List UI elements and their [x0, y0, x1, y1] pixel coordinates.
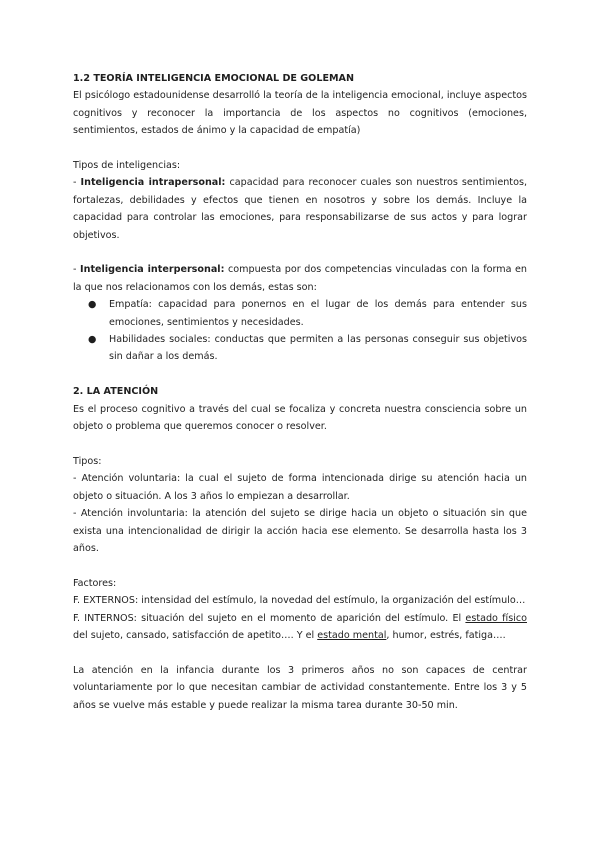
internal-factors-paragraph [73, 610, 527, 645]
internal-factors-text-1: F. INTERNOS: situación del sujeto en el momento de aparición del estímulo. El [73, 612, 466, 624]
paragraph-spacer [73, 557, 527, 574]
external-factors-paragraph: F. EXTERNOS: intensidad del estímulo, la novedad del estímulo, la organización del estímulo… [73, 595, 526, 607]
intrapersonal-paragraph [73, 174, 527, 244]
internal-factors-text-3: , humor, estrés, fatiga…. [386, 629, 506, 641]
section-heading-goleman: 1.2 TEORÍA INTELIGENCIA EMOCIONAL DE GOLEMAN [73, 73, 355, 84]
list-item [73, 296, 527, 331]
paragraph-spacer [73, 244, 527, 261]
paragraph-spacer [73, 366, 527, 383]
paragraph-spacer [73, 140, 527, 157]
interpersonal-paragraph [73, 261, 527, 296]
attention-intro-paragraph: Es el proceso cognitivo a través del cual se focaliza y concreta nuestra consciencia sobre un objeto o problema que queremos conocer o resolver. [73, 403, 527, 433]
intrapersonal-text: capacidad para reconocer cuales son nuestros sentimientos, fortalezas, debilidades y efectos que tienen en nosotros y sobre los demás. Incluye la capacidad para controlar las emociones, para responsabilizarse de sus actos y para lograr objetivos. [73, 177, 527, 241]
intrapersonal-prefix: - [73, 177, 81, 189]
intrapersonal-term: Inteligencia intrapersonal: [80, 177, 226, 189]
goleman-intro-paragraph: El psicólogo estadounidense desarrolló la teoría de la inteligencia emocional, incluye aspectos cognitivos y reconocer la importancia de los aspectos no cognitivos (emociones, sentimientos, estados de ánimo y la capacidad de empatía) [73, 90, 527, 137]
factors-label: Factores: [73, 577, 117, 589]
interpersonal-prefix: - [73, 264, 81, 276]
list-item [73, 331, 527, 366]
bullet-icon: ● [88, 334, 97, 346]
voluntary-attention-paragraph: - Atención voluntaria: la cual el sujeto de forma intencionada dirige su atención hacia un objeto o situación. A los 3 años lo empiezan a desarrollar. [73, 473, 527, 502]
paragraph-spacer [73, 435, 527, 452]
internal-factors-text-2: del sujeto, cansado, satisfacción de apetito…. Y el [73, 629, 318, 641]
list-item-text: Empatía: capacidad para ponernos en el lugar de los demás para entender sus emociones, sentimientos y necesidades. [109, 299, 527, 328]
intelligence-types-label: Tipos de inteligencias: [73, 160, 181, 172]
attention-types-label: Tipos: [73, 455, 102, 467]
paragraph-spacer [73, 644, 527, 661]
involuntary-attention-paragraph: - Atención involuntaria: la atención del sujeto se dirige hacia un objeto o situación sin que exista una intencionalidad de dirigir la acción hacia ese elemento. Se desarrolla hasta los 3 años. [73, 508, 527, 554]
bullet-icon: ● [88, 299, 97, 311]
section-heading-attention: 2. LA ATENCIÓN [73, 386, 159, 398]
interpersonal-text: compuesta por dos competencias vinculadas con la forma en la que nos relacionamos con los demás, estas son: [73, 264, 528, 293]
mental-state-link[interactable]: estado mental [317, 629, 387, 641]
document-body [73, 70, 527, 714]
attention-conclusion-paragraph: La atención en la infancia durante los 3 primeros años no son capaces de centrar voluntariamente por lo que necesitan cambiar de actividad constantemente. Entre los 3 y 5 años se vuelve más estable y puede realizar la misma tarea durante 30-50 min. [73, 664, 527, 711]
physical-state-link[interactable]: estado físico [465, 612, 527, 624]
list-item-text: Habilidades sociales: conductas que permiten a las personas conseguir sus objetivos sin dañar a los demás. [109, 334, 527, 363]
interpersonal-term: Inteligencia interpersonal: [80, 264, 225, 276]
interpersonal-competencies-list [73, 296, 527, 366]
